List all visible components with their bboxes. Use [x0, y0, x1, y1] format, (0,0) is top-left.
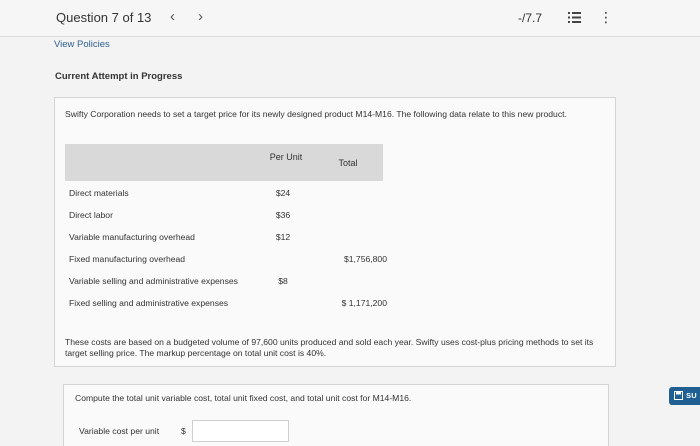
attempt-status: Current Attempt in Progress: [55, 71, 183, 82]
row-label-variable-selling-admin: Variable selling and administrative expenses: [69, 276, 238, 286]
chevron-left-icon[interactable]: ‹: [170, 8, 175, 25]
submit-label: SU: [686, 391, 698, 400]
question-text: Swifty Corporation needs to set a target price for its newly designed product M14-M16. The following data relate to this new product.: [65, 109, 567, 119]
row-unit-direct-materials: $24: [275, 188, 291, 198]
variable-cost-label: Variable cost per unit: [79, 426, 160, 436]
currency-symbol: $: [181, 426, 186, 436]
row-unit-direct-labor: $36: [275, 210, 291, 220]
header-per-unit: Per Unit: [269, 152, 303, 162]
more-options-icon[interactable]: ⋮: [599, 9, 613, 25]
row-label-direct-materials: Direct materials: [69, 188, 129, 198]
row-label-variable-mfg-overhead: Variable manufacturing overhead: [69, 232, 195, 242]
row-unit-variable-mfg-overhead: $12: [275, 232, 291, 242]
save-icon: [674, 391, 683, 400]
compute-instruction: Compute the total unit variable cost, total unit fixed cost, and total unit cost for M14-M16.: [75, 393, 412, 403]
question-counter: Question 7 of 13: [56, 10, 152, 25]
row-total-fixed-mfg-overhead: $1,756,800: [343, 254, 387, 264]
row-unit-variable-selling-admin: $8: [278, 276, 288, 286]
question-header: [0, 0, 700, 37]
question-panel: [54, 97, 616, 367]
variable-cost-input[interactable]: [192, 420, 289, 442]
view-policies-link[interactable]: View Policies: [54, 39, 110, 50]
chevron-right-icon[interactable]: ›: [198, 8, 203, 25]
row-total-fixed-selling-admin: $ 1,171,200: [341, 298, 387, 308]
score-display: -/7.7: [518, 11, 543, 25]
submit-button[interactable]: [669, 387, 700, 405]
list-icon[interactable]: [568, 12, 581, 23]
answer-panel: [63, 384, 609, 446]
table-header: [65, 144, 383, 181]
budget-assumptions-text: These costs are based on a budgeted volume of 97,600 units produced and sold each year. Swifty uses cost-plus pricing methods to set its target selling price. The markup percentage on total unit cost is 40%.: [65, 337, 594, 358]
header-total: Total: [338, 158, 358, 168]
row-label-fixed-mfg-overhead: Fixed manufacturing overhead: [69, 254, 186, 264]
row-label-fixed-selling-admin: Fixed selling and administrative expenses: [69, 298, 229, 308]
row-label-direct-labor: Direct labor: [69, 210, 113, 220]
